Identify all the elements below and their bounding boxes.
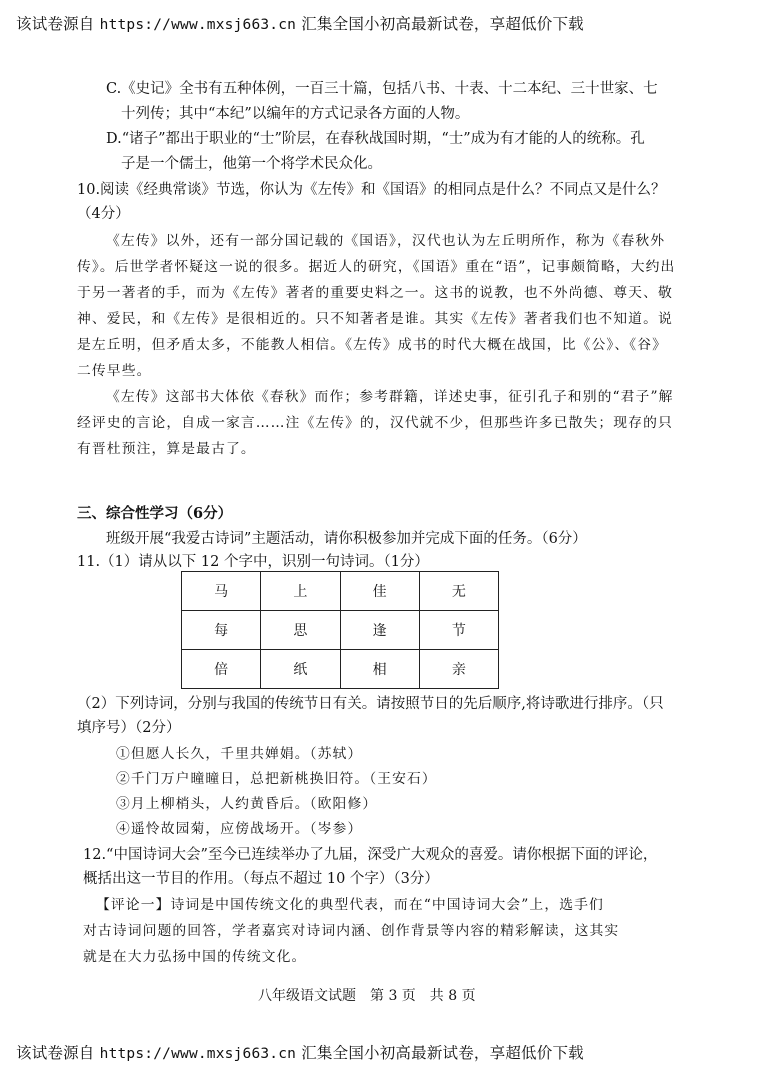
question12-line1: 12.“中国诗词大会”至今已连续举办了九届，深受广大观众的喜爱。请你根据下面的评论， <box>83 847 658 863</box>
grid-cell: 节 <box>419 611 498 650</box>
passage-line: 经评史的言论，自成一家言……注《左传》的，汉代就不少，但那些许多已散失；现存的只 <box>77 415 673 431</box>
question12-line2: 概括出这一节目的作用。（每点不超过 10 个字）（3分） <box>83 871 439 887</box>
banner-suffix: 汇集全国小初高最新试卷，享超低价下载 <box>296 1044 584 1062</box>
comment-line: 【评论一】诗词是中国传统文化的典型代表，而在“中国诗词大会”上，选手们 <box>96 897 604 913</box>
grid-cell: 逢 <box>340 611 419 650</box>
passage-line: 《左传》这部书大体依《春秋》而作；参考群籍，详述史事，征引孔子和别的“君子”解 <box>106 389 674 405</box>
banner-suffix: 汇集全国小初高最新试卷，享超低价下载 <box>296 15 584 33</box>
bottom-banner <box>16 1043 584 1064</box>
grid-cell: 每 <box>182 611 261 650</box>
option-c-line2: 十列传；其中“本纪”以编年的方式记录各方面的人物。 <box>121 106 470 122</box>
passage-line: 是左丘明，但矛盾太多，不能教人相信。《左传》成书的时代大概在战国，比《公》、《谷》 <box>77 337 668 353</box>
grid-cell: 亲 <box>419 650 498 689</box>
comment-line: 对古诗词问题的回答，学者嘉宾对诗词内涵、创作背景等内容的精彩解读，这其实 <box>83 923 620 939</box>
comment-line: 就是在大力弘扬中国的传统文化。 <box>83 949 307 965</box>
section3-intro: 班级开展“我爱古诗词”主题活动，请你积极参加并完成下面的任务。（6分） <box>106 531 587 547</box>
grid-cell: 无 <box>419 572 498 611</box>
banner-url[interactable]: https://www.mxsj663.cn <box>99 1046 297 1062</box>
top-banner <box>16 14 584 35</box>
grid-row <box>182 611 499 650</box>
page-footer: 八年级语文试题 第 3 页 共 8 页 <box>258 988 476 1004</box>
question11-part2-line1: （2）下列诗词，分别与我国的传统节日有关。请按照节日的先后顺序,将诗歌进行排序。（只 <box>77 696 664 712</box>
character-grid <box>181 571 499 689</box>
option-d-line1: D.“诸子”都出于职业的“士”阶层，在春秋战国时期，“士”成为有才能的人的统称。孔 <box>106 131 645 147</box>
grid-cell: 思 <box>261 611 340 650</box>
banner-url[interactable]: https://www.mxsj663.cn <box>99 17 297 33</box>
section3-heading: 三、综合性学习（6分） <box>77 505 233 522</box>
grid-cell: 纸 <box>261 650 340 689</box>
question10-prompt-line2: （4分） <box>77 206 130 222</box>
banner-prefix: 该试卷源自 <box>16 15 100 33</box>
question10-prompt-line1: 10.阅读《经典常谈》节选，你认为《左传》和《国语》的相同点是什么？不同点又是什么？ <box>77 182 666 198</box>
banner-prefix: 该试卷源自 <box>16 1044 100 1062</box>
passage-line: 《左传》以外，还有一部分国记载的《国语》，汉代也认为左丘明所作，称为《春秋外 <box>106 233 666 249</box>
question11-part1: 11.（1）请从以下 12 个字中，识别一句诗词。（1分） <box>77 554 429 570</box>
grid-cell: 上 <box>261 572 340 611</box>
grid-cell: 倍 <box>182 650 261 689</box>
grid-row <box>182 572 499 611</box>
passage-line: 二传早些。 <box>77 363 152 379</box>
passage-line: 于另一著者的手，而为《左传》著者的重要史料之一。这书的说教，也不外尚德、尊天、敬 <box>77 285 673 301</box>
option-c-line1: C.《史记》全书有五种体例，一百三十篇，包括八书、十表、十二本纪、三十世家、七 <box>106 81 658 97</box>
poem-item: ③月上柳梢头，人约黄昏后。（欧阳修） <box>116 796 378 812</box>
question11-part2-line2: 填序号）（2分） <box>77 720 181 736</box>
passage-line: 传》。后世学者怀疑这一说的很多。据近人的研究，《国语》重在“语”，记事颇简略，大约出 <box>77 259 676 275</box>
grid-cell: 相 <box>340 650 419 689</box>
passage-line: 有晋杜预注，算是最古了。 <box>77 441 256 457</box>
grid-row <box>182 650 499 689</box>
passage-line: 神、爱民，和《左传》是很相近的。只不知著者是谁。其实《左传》著者我们也不知道。说 <box>77 311 673 327</box>
option-d-line2: 子是一个儒士，他第一个将学术民众化。 <box>121 156 382 172</box>
grid-cell: 马 <box>182 572 261 611</box>
poem-item: ④遥怜故园菊，应傍战场开。（岑参） <box>116 821 363 837</box>
grid-cell: 佳 <box>340 572 419 611</box>
poem-item: ①但愿人长久，千里共婵娟。（苏轼） <box>116 746 363 762</box>
poem-item: ②千门万户曈曈日，总把新桃换旧符。（王安石） <box>116 771 437 787</box>
